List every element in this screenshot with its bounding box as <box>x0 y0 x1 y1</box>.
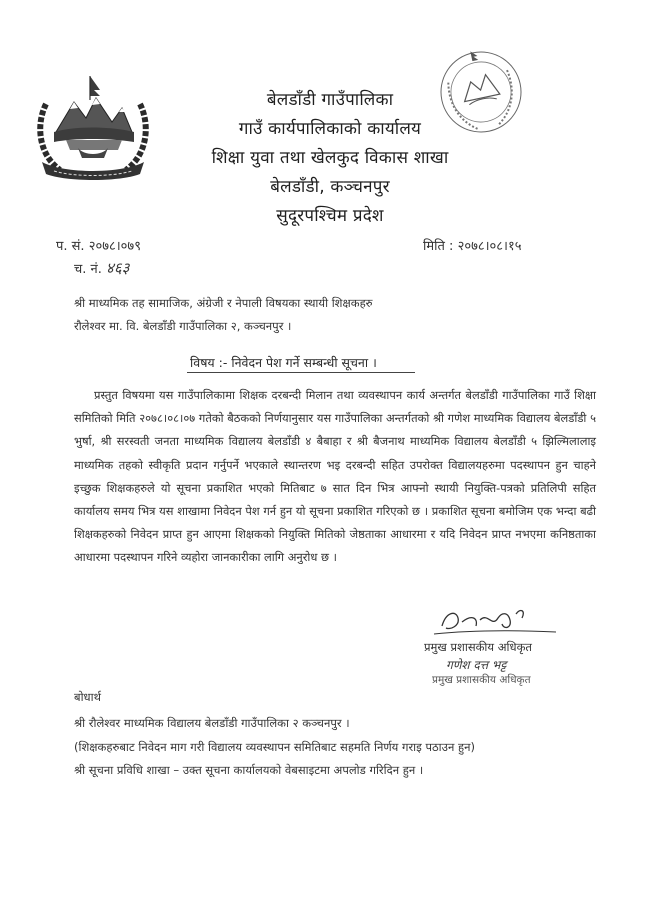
cc-item: श्री सूचना प्रविधि शाखा – उक्त सूचना कार्यालयको वेबसाइटमा अपलोड गरिदिन हुन । <box>74 763 424 777</box>
letter-date: मिति : २०७८।०८।१५ <box>423 239 522 254</box>
cc-list <box>74 712 475 783</box>
addressee-line-2: रौलेश्वर मा. वि. बेलडाँडी गाउँपालिका २, कञ्चनपुर । <box>74 319 292 333</box>
province-name: सुदूरपश्चिम प्रदेश <box>276 206 384 226</box>
signatory-name: गणेश दत्त भट्ट <box>446 658 507 672</box>
signatory-stamp: प्रमुख प्रशासकीय अधिकृत <box>432 674 531 686</box>
office-location: बेलडाँडी, कञ्चनपुर <box>270 177 390 197</box>
letter-subject: विषय :- निवेदन पेश गर्ने सम्बन्धी सूचना । <box>190 355 377 370</box>
cc-item: (शिक्षकहरुबाट निवेदन माग गरी विद्यालय व्यवस्थापन समितिबाट सहमति निर्णय गराइ पठाउन हुन) <box>74 739 475 754</box>
municipality-name: बेलडाँडी गाउँपालिका <box>266 90 394 110</box>
dispatch-number <box>74 258 129 278</box>
nepal-emblem-icon <box>34 74 152 184</box>
cc-label: बोधार्थ <box>74 690 101 704</box>
letter-body: प्रस्तुत विषयमा यस गाउँपालिकामा शिक्षक दरबन्दी मिलान तथा व्यवस्थापन कार्य अन्तर्गत बेलडाँडी गाउँपालिका गाउँ शिक्षा समितिको मिति २०७८।०८।०७ गतेको बैठकको निर्णयानुसार यस गाउँपालिका अन्तर्गतको श्री गणेश माध्यमिक विद्यालय बेलडाँडी ५ भुर्षा, श्री सरस्वती जनता माध्यमिक विद्यालय बेलडाँडी ४ बैबाहा र श्री बैजनाथ माध्यमिक विद्यालय बेलडाँडी ५ झिल्मिलालाइ माध्यमिक तहको स्वीकृति प्रदान गर्नुपर्ने भएकाले स्थान्तरण भइ दरबन्दी सहित उपरोक्त विद्यालयहरुमा पदस्थापन हुन चाहने इच्छुक शिक्षकहरुले यो सूचना प्रकाशित भएको मितिबाट ७ सात दिन भित्र आफ्नो स्थायी नियुक्ति-पत्रको प्रतिलिपी सहित कार्यालय समय भित्र यस शाखामा निवेदन पेश गर्न हुन यो सूचना प्रकाशित गरिएको छ । प्रकाशित सूचना बमोजिम एक भन्दा बढी शिक्षकहरुको निवेदन प्राप्त हुन आएमा शिक्षकको नियुक्ति मितिको जेष्ठताका आधारमा र यदि निवेदन प्राप्त नभएमा कनिष्ठताका आधारमा पदस्थापन गरिने व्यहोरा जानकारीका लागि अनुरोध छ । <box>74 388 596 565</box>
signature-icon <box>432 600 562 640</box>
cc-item: श्री रौलेश्वर माध्यमिक विद्यालय बेलडाँडी गाउँपालिका २ कञ्चनपुर । <box>74 716 350 730</box>
addressee-line-1: श्री माध्यमिक तह सामाजिक, अंग्रेजी र नेपाली विषयका स्थायी शिक्षकहरु <box>74 296 373 310</box>
addressee-block <box>74 292 373 338</box>
dispatch-label: च. नं. <box>74 262 102 277</box>
branch-name: शिक्षा युवा तथा खेलकुद विकास शाखा <box>211 148 449 168</box>
subject-underline <box>187 372 415 373</box>
letterhead <box>150 86 510 231</box>
letter-reference-number: प. सं. २०७८।०७९ <box>56 239 141 254</box>
signatory-title: प्रमुख प्रशासकीय अधिकृत <box>424 640 532 654</box>
dispatch-number-value: ४६३ <box>106 259 130 277</box>
office-name: गाउँ कार्यपालिकाको कार्यालय <box>238 119 422 139</box>
